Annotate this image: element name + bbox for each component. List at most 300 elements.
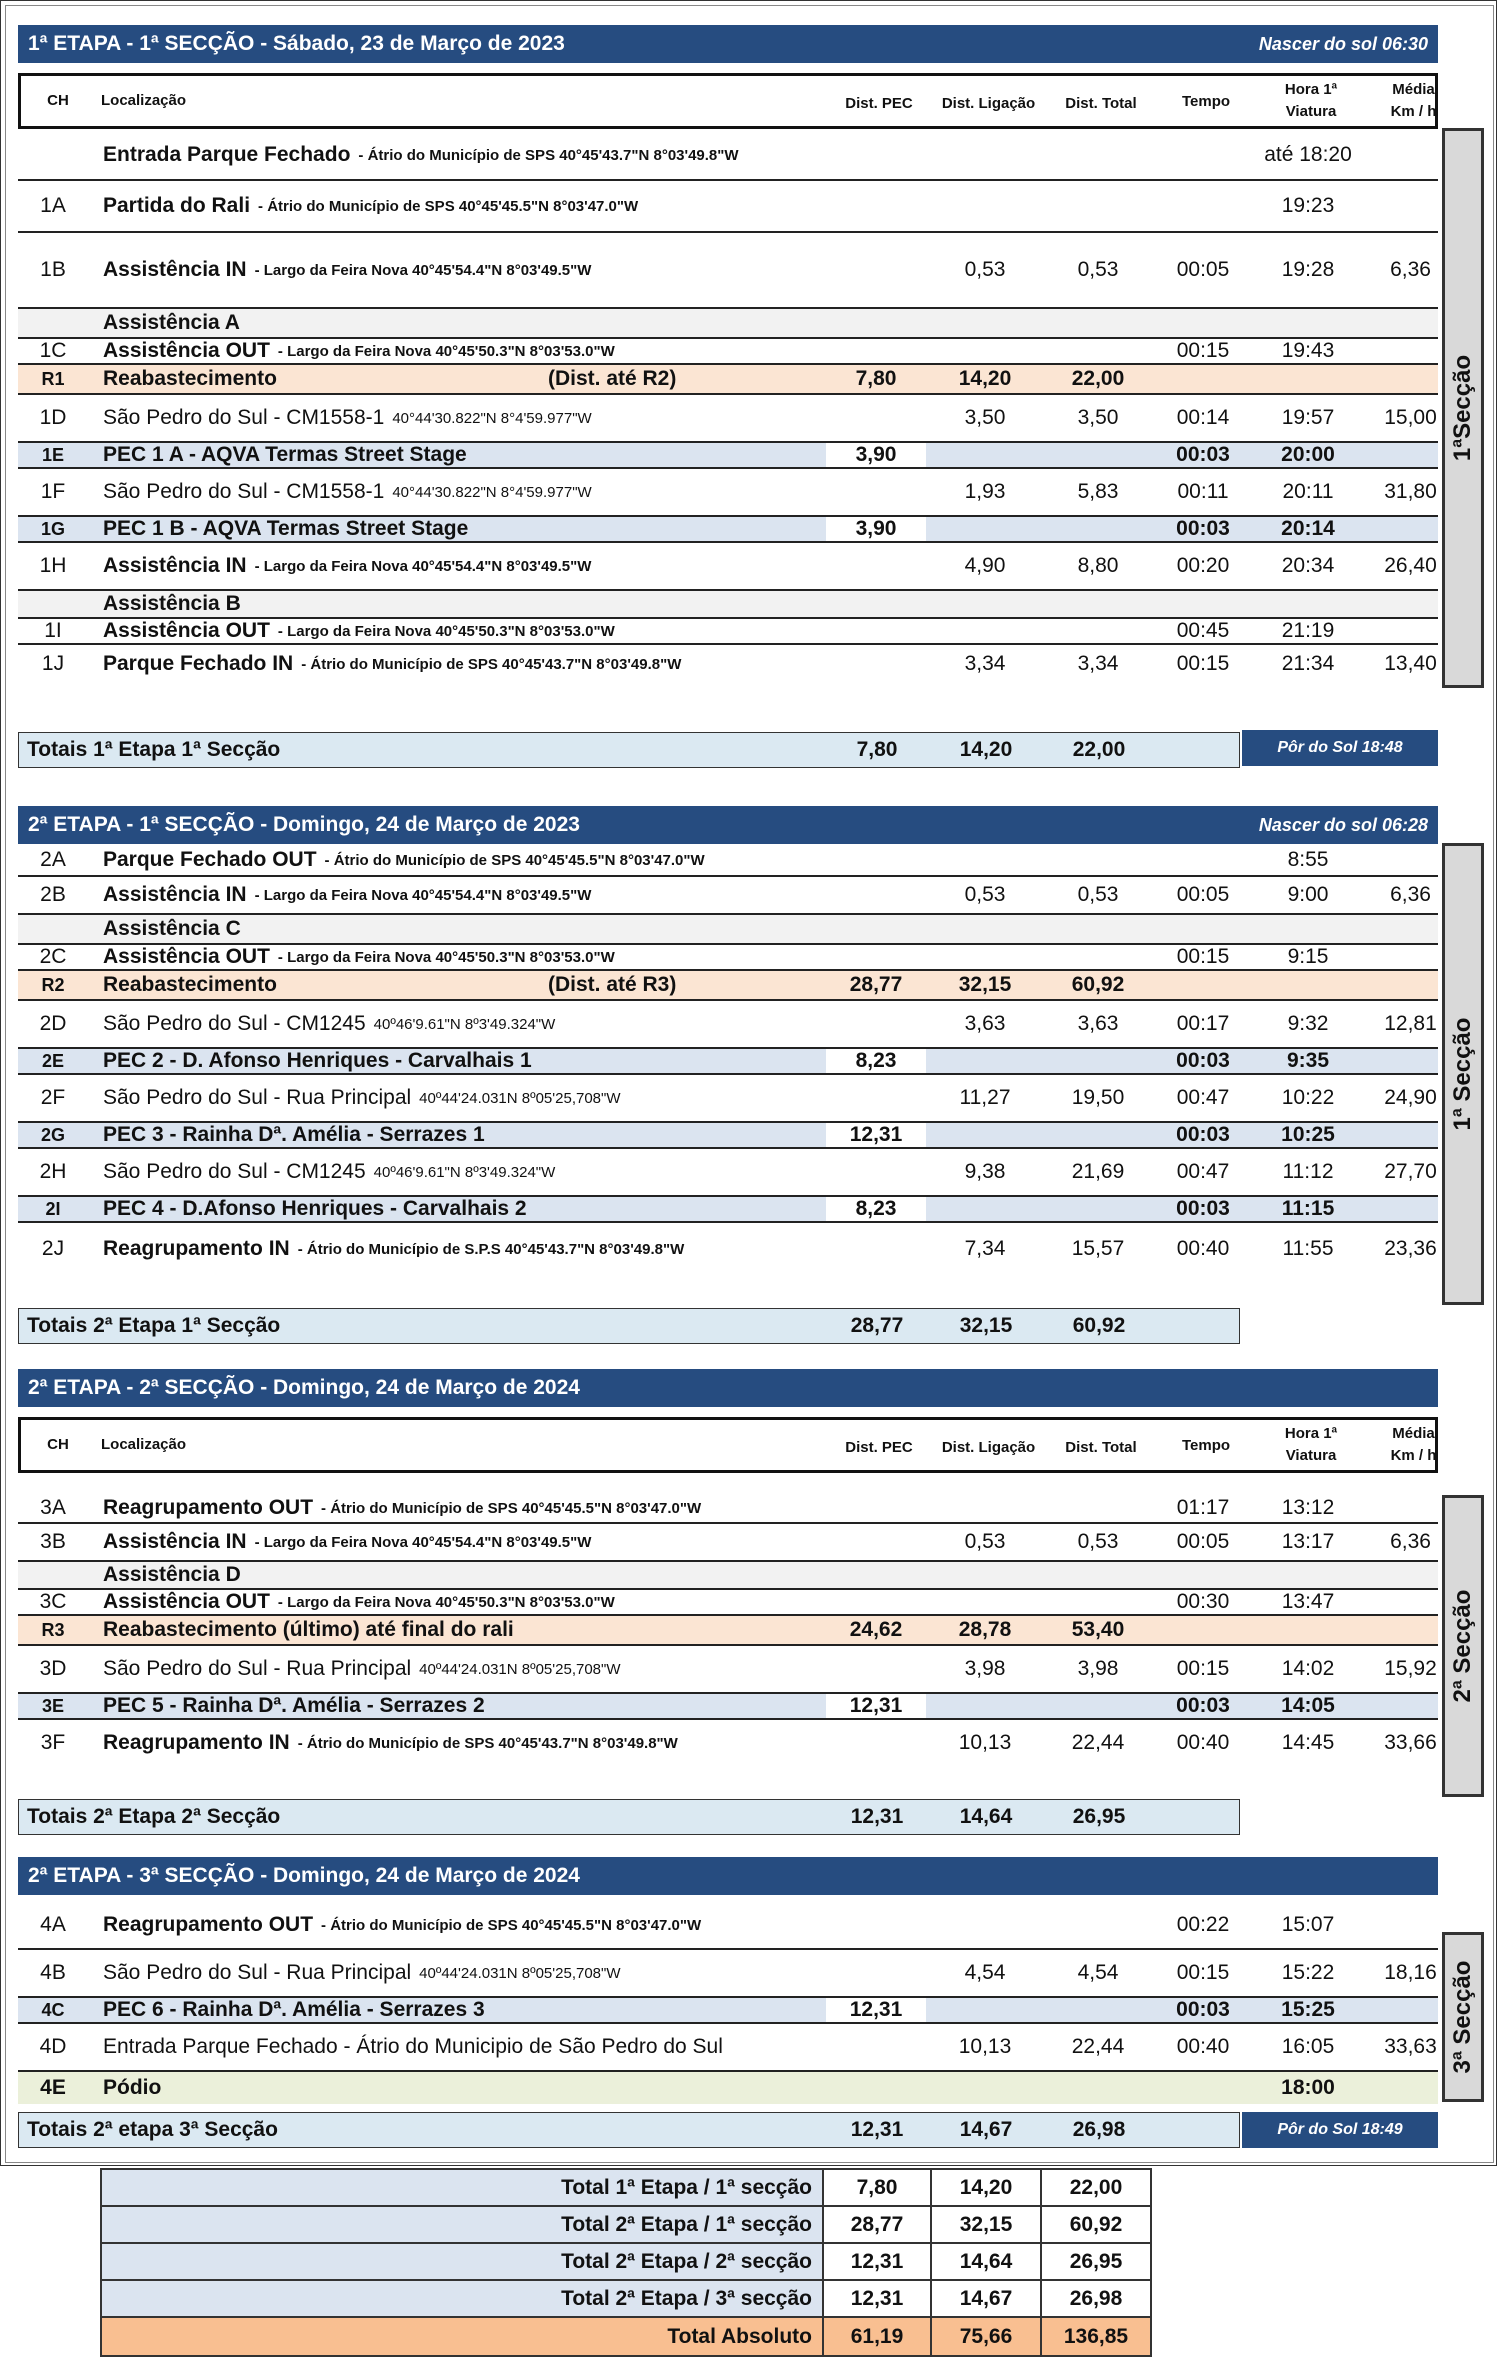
value-med: 6,36 [1390,883,1431,906]
column-header-pec: Dist. PEC [845,1439,913,1456]
summary-pec: 12,31 [822,2281,930,2316]
column-header-1 [18,73,1438,129]
control-code: 2I [45,1198,61,1219]
section-4-title: 2ª ETAPA - 3ª SECÇÃO - Domingo, 24 de Março de 2024 [28,1864,580,1887]
location [103,1562,823,1588]
column-header-loc: Localização [101,1436,187,1453]
location-detail: - Largo da Feira Nova 40°45'50.3"N 8°03'53.0"W [277,948,615,966]
location [103,1720,823,1766]
location-name: Assistência IN [103,554,247,577]
section-2-totals [18,1308,1240,1344]
value-tmp: 00:17 [1176,1012,1230,1035]
route-row [18,233,1438,309]
location-name: Assistência OUT [103,945,270,968]
summary-label: Total 2ª Etapa / 1ª secção [561,2212,812,2236]
route-row [18,1149,1438,1197]
summary-row [102,2281,1150,2318]
location-coordinates: 40º44'24.031N 8º05'25,708"W [419,1964,621,1982]
summary-tot: 26,98 [1040,2281,1150,2316]
value-tmp: 00:14 [1176,406,1230,429]
totals-pec: 7,80 [856,738,898,761]
location-detail: - Átrio do Município de SPS 40°45'45.5"N 8°03'47.0"W [324,851,705,869]
control-code: 3B [40,1530,66,1553]
control-code: 1I [44,619,62,642]
value-tmp: 00:45 [1176,619,1230,642]
column-header-pec: Dist. PEC [845,95,913,112]
location-name: Assistência A [103,311,240,334]
totals-lig: 14,64 [959,1805,1013,1828]
control-code: 4E [40,2076,66,2099]
location-detail: - Átrio do Município de SPS 40°45'45.5"N 8°03'47.0"W [321,1499,702,1517]
value-lig: 10,13 [958,2035,1012,2058]
location-name: Reabastecimento [103,367,277,390]
summary-table [100,2168,1152,2357]
value-hr: 11:15 [1281,1197,1335,1220]
section-2-rows [18,845,1438,1275]
control-code [18,591,88,617]
location-detail: - Largo da Feira Nova 40°45'50.3"N 8°03'53.0"W [277,1593,615,1611]
section-2-sunrise: Nascer do sol 06:28 [1258,814,1428,835]
value-med: 13,40 [1384,652,1437,675]
totals-tot: 60,92 [1072,1314,1126,1337]
column-header-tmp: Tempo [1181,93,1231,110]
value-med: 27,70 [1384,1160,1437,1183]
value-hr: 9:32 [1287,1012,1329,1035]
column-header-ch: CH [47,1436,69,1453]
value-tmp: 00:05 [1176,258,1230,281]
location-detail: - Largo da Feira Nova 40°45'54.4"N 8°03'49.5"W [254,886,592,904]
route-row [18,1720,1438,1766]
value-tot: 8,80 [1077,554,1119,577]
value-hr: 20:14 [1281,517,1335,540]
control-code: 2H [39,1160,67,1183]
totals-label: Totais 2ª Etapa 2ª Secção [27,1805,281,1828]
location-detail: - Átrio do Município de SPS 40°45'43.7"N 8°03'49.8"W [301,655,682,673]
location-name: Reagrupamento IN [103,1237,290,1260]
value-med: 18,16 [1384,1961,1437,1984]
control-code: 1J [41,652,65,675]
value-lig: 14,20 [958,367,1012,390]
location [103,645,823,683]
location-name: Reagrupamento OUT [103,1496,314,1519]
section-4-sunset: Pôr do Sol 18:49 [1242,2112,1438,2148]
route-row [18,1562,1438,1590]
value-lig: 1,93 [964,480,1006,503]
location-detail: - Átrio do Município de SPS 40°45'43.7"N 8°03'49.8"W [358,146,739,164]
section-1-sunset: Pôr do Sol 18:48 [1242,730,1438,766]
location-name: São Pedro do Sul - CM1245 [103,1160,366,1183]
control-code [18,131,88,179]
refuel-note: (Dist. até R3) [548,973,677,996]
value-hr: 19:23 [1281,194,1335,217]
control-code: 2D [39,1012,67,1035]
value-pec: 12,31 [826,1123,926,1147]
location-name: Entrada Parque Fechado - Átrio do Municipio de São Pedro do Sul [103,2035,723,2058]
route-row [18,591,1438,619]
summary-label: Total 2ª Etapa / 2ª secção [561,2249,812,2273]
location [103,1123,823,1147]
route-row [18,1223,1438,1275]
control-code: 1C [39,339,67,362]
location-detail: - Largo da Feira Nova 40°45'50.3"N 8°03'53.0"W [277,342,615,360]
value-lig: 3,34 [964,652,1006,675]
section-4-rows [18,1902,1438,2104]
location [103,543,823,589]
section-3-header [18,1369,1438,1407]
location-name: São Pedro do Sul - Rua Principal [103,1086,412,1109]
value-pec: 28,77 [849,973,903,996]
column-header-tmp: Tempo [1181,1437,1231,1454]
column-header-med1: Média [1392,1425,1435,1442]
value-pec: 8,23 [826,1197,926,1221]
value-tmp: 00:15 [1176,945,1230,968]
summary-lig: 14,64 [930,2244,1040,2279]
value-hr: 13:12 [1281,1496,1335,1519]
summary-row [102,2244,1150,2281]
section-4-header [18,1857,1438,1895]
totals-pec: 12,31 [850,1805,904,1828]
route-row [18,365,1438,395]
route-row [18,1123,1438,1149]
value-hr: 16:05 [1281,2035,1335,2058]
route-row [18,1646,1438,1694]
totals-pec: 28,77 [850,1314,904,1337]
value-hr: 15:25 [1281,1998,1335,2021]
section-3-rows [18,1494,1438,1766]
value-tot: 3,34 [1077,652,1119,675]
control-code: 3E [41,1695,65,1716]
location [103,845,823,875]
route-row [18,645,1438,683]
location [103,2072,823,2104]
value-tot: 60,92 [1071,973,1125,996]
section-4-side-label: 3ª Secção [1442,1932,1484,2102]
value-med: 33,63 [1384,2035,1437,2058]
control-code: 1H [39,554,67,577]
totals-label: Totais 2ª etapa 3ª Secção [27,2118,278,2141]
control-code: 4D [39,2035,67,2058]
route-row [18,877,1438,915]
location-name: PEC 3 - Rainha Dª. Amélia - Serrazes 1 [103,1123,485,1146]
location [103,339,823,363]
location [103,309,823,337]
value-lig: 4,90 [964,554,1006,577]
location [103,2024,823,2070]
column-header-hr2: Viatura [1285,103,1337,120]
refuel-note: (Dist. até R2) [548,367,677,390]
location-name: PEC 1 A - AQVA Termas Street Stage [103,443,467,466]
route-row [18,619,1438,645]
value-pec: 8,23 [826,1049,926,1073]
route-row [18,971,1438,1001]
location [103,1524,823,1560]
value-hr: 13:47 [1281,1590,1335,1613]
totals-pec: 12,31 [850,2118,904,2141]
location [103,517,823,541]
location-name: São Pedro do Sul - Rua Principal [103,1961,412,1984]
value-tot: 22,00 [1071,367,1125,390]
route-row [18,1001,1438,1049]
value-pec: 12,31 [826,1694,926,1718]
control-code: 2A [40,848,66,871]
value-hr: 20:34 [1281,554,1335,577]
section-1-header [18,25,1438,63]
location-name: Assistência IN [103,258,247,281]
value-hr: 11:55 [1282,1237,1334,1260]
section-1-side-label: 1ªSecção [1442,128,1484,688]
value-tmp: 00:03 [1176,1998,1230,2021]
route-row [18,1494,1438,1524]
column-header-hr1: Hora 1ª [1284,81,1338,98]
location [103,1902,823,1948]
value-tmp: 00:03 [1176,1197,1230,1220]
column-header-med1: Média [1392,81,1435,98]
location-name: São Pedro do Sul - CM1558-1 [103,480,385,503]
location [103,1001,823,1047]
location-name: Partida do Rali [103,194,251,217]
value-tmp: 00:15 [1176,652,1230,675]
value-hr: 15:07 [1281,1913,1335,1936]
route-row [18,1616,1438,1646]
value-tmp: 00:47 [1176,1086,1230,1109]
control-code: 3C [39,1590,67,1613]
value-hr: 20:00 [1281,443,1335,466]
route-row [18,1590,1438,1616]
summary-lig: 32,15 [930,2207,1040,2242]
route-row [18,1902,1438,1950]
value-hr: 14:45 [1281,1731,1335,1754]
control-code: 2G [40,1124,65,1145]
summary-label: Total 1ª Etapa / 1ª secção [561,2175,812,2199]
route-row [18,1998,1438,2024]
value-hr: até 18:20 [1264,143,1352,166]
value-lig: 32,15 [958,973,1012,996]
location [103,591,823,617]
location-name: PEC 1 B - AQVA Termas Street Stage [103,517,469,540]
summary-label: Total Absoluto [667,2324,812,2348]
control-code [18,915,88,943]
value-lig: 0,53 [964,883,1006,906]
control-code: 3F [40,1731,66,1754]
value-med: 15,00 [1384,406,1437,429]
location-coordinates: 40°44'30.822"N 8°4'59.977"W [392,409,592,427]
summary-tot: 136,85 [1040,2318,1150,2355]
column-header-ch: CH [47,92,69,109]
location [103,915,823,943]
value-hr: 9:00 [1287,883,1329,906]
location [103,1646,823,1692]
control-code: 3A [40,1496,66,1519]
route-row [18,915,1438,945]
location-detail: - Átrio do Município de SPS 40°45'43.7"N 8°03'49.8"W [297,1734,678,1752]
location-detail: - Largo da Feira Nova 40°45'54.4"N 8°03'49.5"W [254,557,592,575]
summary-pec: 28,77 [822,2207,930,2242]
location-detail: - Átrio do Município de SPS 40°45'45.5"N 8°03'47.0"W [258,197,639,215]
location [103,1223,823,1275]
totals-tot: 26,98 [1072,2118,1126,2141]
summary-label: Total 2ª Etapa / 3ª secção [561,2286,812,2310]
value-tmp: 00:20 [1176,554,1230,577]
value-tmp: 00:47 [1176,1160,1230,1183]
location-name: Assistência OUT [103,619,270,642]
totals-lig: 14,67 [959,2118,1013,2141]
location [103,233,823,307]
location [103,1197,823,1221]
value-hr: 8:55 [1287,848,1329,871]
section-2-header [18,806,1438,844]
value-lig: 9,38 [964,1160,1006,1183]
value-tot: 53,40 [1071,1618,1125,1641]
location [103,971,823,999]
location-detail: - Largo da Feira Nova 40°45'50.3"N 8°03'53.0"W [277,622,615,640]
value-tmp: 00:15 [1176,1657,1230,1680]
value-pec: 12,31 [826,1998,926,2022]
totals-tot: 26,95 [1072,1805,1126,1828]
location-name: Assistência C [103,917,241,940]
value-hr: 21:19 [1281,619,1335,642]
location [103,395,823,441]
location [103,1494,823,1522]
route-row [18,181,1438,233]
location-detail: - Largo da Feira Nova 40°45'54.4"N 8°03'49.5"W [254,261,592,279]
value-hr: 15:22 [1281,1961,1335,1984]
location-name: Assistência B [103,592,241,615]
location [103,131,823,179]
location [103,877,823,913]
location-detail: - Largo da Feira Nova 40°45'54.4"N 8°03'49.5"W [254,1533,592,1551]
location [103,181,823,231]
section-2-title: 2ª ETAPA - 1ª SECÇÃO - Domingo, 24 de Março de 2023 [28,813,580,836]
route-row [18,443,1438,469]
summary-lig: 14,20 [930,2170,1040,2205]
summary-tot: 26,95 [1040,2244,1150,2279]
route-row [18,1694,1438,1720]
value-tot: 3,50 [1077,406,1119,429]
value-hr: 18:00 [1281,2076,1335,2099]
location [103,469,823,515]
value-tmp: 00:15 [1176,339,1230,362]
location-name: São Pedro do Sul - CM1558-1 [103,406,385,429]
value-tmp: 00:03 [1176,517,1230,540]
summary-row [102,2170,1150,2207]
route-row [18,945,1438,971]
value-lig: 10,13 [958,1731,1012,1754]
route-row [18,845,1438,877]
location-name: São Pedro do Sul - CM1245 [103,1012,366,1035]
section-1-totals [18,732,1240,768]
value-lig: 0,53 [964,1530,1006,1553]
location-name: PEC 2 - D. Afonso Henriques - Carvalhais 1 [103,1049,532,1072]
location [103,1950,823,1996]
value-hr: 9:15 [1287,945,1329,968]
location-name: PEC 6 - Rainha Dª. Amélia - Serrazes 3 [103,1998,485,2021]
section-3-side-label: 2ª Secção [1442,1495,1484,1797]
section-1-rows [18,131,1438,683]
route-row [18,1524,1438,1562]
column-header-loc: Localização [101,92,187,109]
location-name: Reabastecimento (último) até final do rali [103,1618,514,1641]
control-code: R2 [41,974,65,995]
value-hr: 10:25 [1281,1123,1335,1146]
location [103,1049,823,1073]
route-row [18,1075,1438,1123]
value-tot: 0,53 [1077,1530,1119,1553]
totals-lig: 14,20 [959,738,1013,761]
summary-lig: 14,67 [930,2281,1040,2316]
location-detail: - Átrio do Município de SPS 40°45'45.5"N 8°03'47.0"W [321,1916,702,1934]
location-name: PEC 4 - D.Afonso Henriques - Carvalhais 2 [103,1197,527,1220]
value-med: 23,36 [1384,1237,1437,1260]
route-row [18,2024,1438,2072]
summary-pec: 7,80 [822,2170,930,2205]
section-3-title: 2ª ETAPA - 2ª SECÇÃO - Domingo, 24 de Março de 2024 [28,1376,580,1399]
control-code: 3D [39,1657,67,1680]
control-code: 1D [39,406,67,429]
value-tot: 22,44 [1071,2035,1125,2058]
value-hr: 14:05 [1281,1694,1335,1717]
totals-label: Totais 2ª Etapa 1ª Secção [27,1314,281,1337]
column-header-tot: Dist. Total [1065,95,1137,112]
value-lig: 3,50 [964,406,1006,429]
location [103,1616,823,1644]
control-code: 1E [41,444,65,465]
value-med: 12,81 [1384,1012,1437,1035]
location-coordinates: 40º44'24.031N 8º05'25,708"W [419,1089,621,1107]
value-med: 6,36 [1390,258,1431,281]
location-name: Assistência IN [103,1530,247,1553]
location-coordinates: 40º46'9.61"N 8º3'49.324"W [373,1163,556,1181]
value-hr: 19:43 [1281,339,1335,362]
route-row [18,543,1438,591]
control-code: 2B [40,883,66,906]
control-code: 2F [40,1086,66,1109]
location-detail: - Átrio do Município de S.P.S 40°45'43.7"N 8°03'49.8"W [297,1240,685,1258]
value-hr: 10:22 [1281,1086,1335,1109]
value-tot: 0,53 [1077,883,1119,906]
section-1-sunrise: Nascer do sol 06:30 [1258,33,1428,54]
value-tmp: 00:15 [1176,1961,1230,1984]
value-tmp: 00:03 [1176,443,1230,466]
value-med: 31,80 [1384,480,1437,503]
value-tmp: 00:30 [1176,1590,1230,1613]
summary-row [102,2207,1150,2244]
totals-lig: 32,15 [959,1314,1013,1337]
location [103,365,823,393]
location-coordinates: 40º44'24.031N 8º05'25,708"W [419,1660,621,1678]
value-hr: 19:28 [1281,258,1335,281]
value-hr: 20:11 [1282,480,1334,503]
summary-tot: 22,00 [1040,2170,1150,2205]
location-name: Parque Fechado IN [103,652,294,675]
value-tmp: 00:22 [1176,1913,1230,1936]
value-tmp: 00:03 [1176,1694,1230,1717]
location-name: São Pedro do Sul - Rua Principal [103,1657,412,1680]
value-med: 26,40 [1384,554,1437,577]
location [103,1998,823,2022]
route-row [18,131,1438,181]
value-tot: 21,69 [1071,1160,1125,1183]
value-tot: 3,63 [1077,1012,1119,1035]
route-row [18,395,1438,443]
value-hr: 19:57 [1281,406,1335,429]
location-coordinates: 40º46'9.61"N 8º3'49.324"W [373,1015,556,1033]
control-code: 2J [41,1237,65,1260]
location [103,443,823,467]
value-hr: 13:17 [1281,1530,1335,1553]
control-code: 2E [41,1050,65,1071]
value-med: 15,92 [1384,1657,1437,1680]
value-lig: 4,54 [964,1961,1006,1984]
